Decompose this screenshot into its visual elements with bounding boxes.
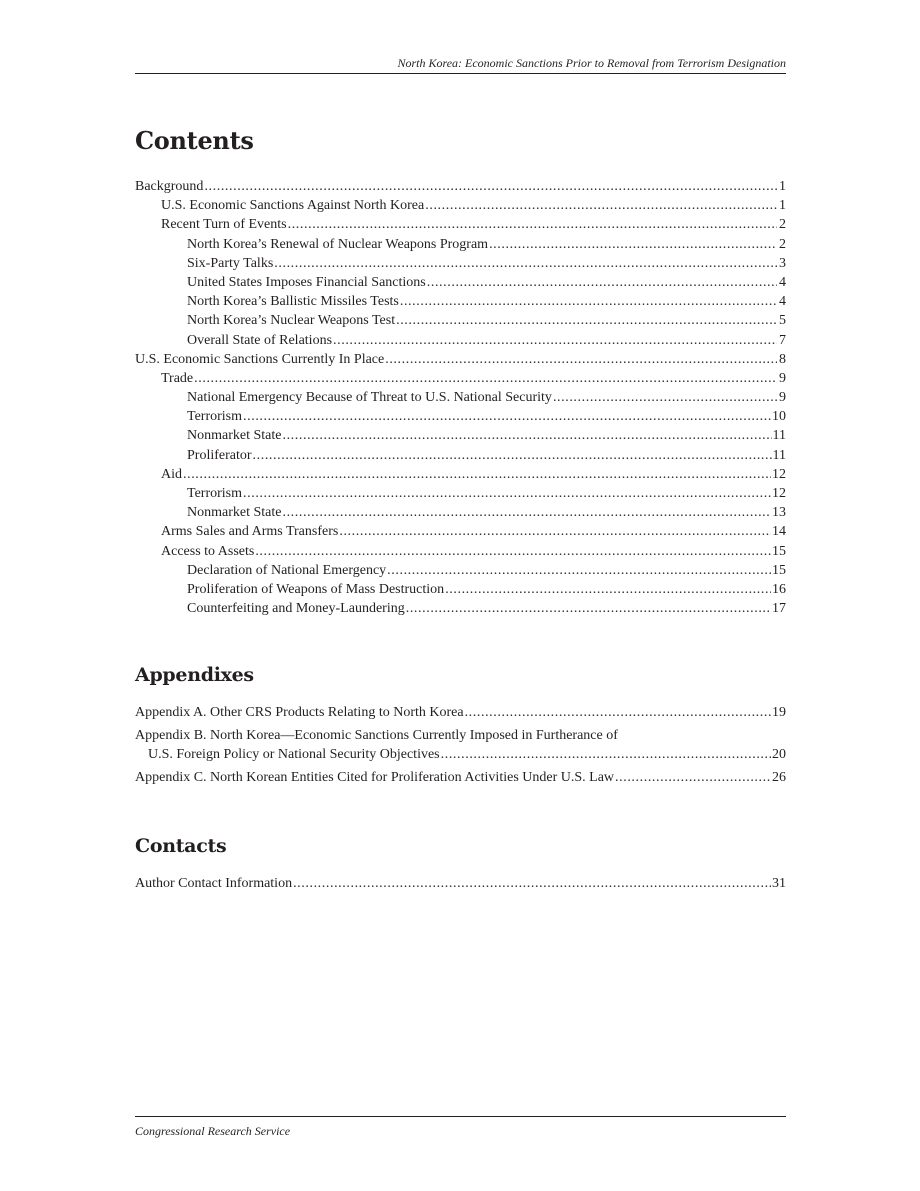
contact-entry-page: 31	[772, 876, 786, 891]
toc-entry[interactable]	[135, 446, 786, 465]
toc-entry-title: Declaration of National Emergency	[187, 562, 387, 578]
appendix-entry-page: 19	[772, 705, 786, 720]
toc-entry[interactable]	[135, 273, 786, 292]
appendix-entry[interactable]	[135, 768, 786, 787]
toc-entry[interactable]	[135, 369, 786, 388]
appendix-entry[interactable]	[135, 703, 786, 722]
toc-entry[interactable]	[135, 542, 786, 561]
toc-entry-title: Overall State of Relations	[187, 332, 333, 348]
toc-entry[interactable]	[135, 426, 786, 445]
dot-leader	[465, 703, 771, 722]
dot-leader	[387, 561, 771, 580]
dot-leader	[385, 350, 777, 369]
toc-entry-title: United States Imposes Financial Sanctions	[187, 274, 426, 290]
toc-entry-title: Terrorism	[187, 409, 243, 425]
toc-entry-title: Trade	[161, 370, 194, 386]
contacts-heading: Contacts	[135, 835, 227, 857]
appendix-entry-title: Appendix C. North Korean Entities Cited for Proliferation Activities Under U.S. Law	[135, 770, 615, 785]
dot-leader	[445, 580, 771, 599]
toc-entry[interactable]	[135, 311, 786, 330]
toc-entry-page: 11	[772, 428, 786, 444]
toc-entry-title: Terrorism	[187, 486, 243, 501]
toc-entry-title: Nonmarket State	[187, 505, 282, 521]
page-footer	[135, 1116, 786, 1139]
dot-leader	[243, 407, 771, 426]
dot-leader	[333, 331, 777, 350]
toc-entry-page: 14	[772, 524, 786, 540]
toc-entry[interactable]	[135, 196, 786, 215]
contents-heading: Contents	[135, 126, 254, 155]
dot-leader	[400, 292, 777, 311]
toc-entry-page: 7	[779, 332, 786, 348]
toc-entry-title: U.S. Economic Sanctions Currently In Place	[135, 351, 385, 367]
toc-entry-page: 10	[772, 409, 786, 425]
toc-entry-title: Proliferator	[187, 447, 252, 463]
dot-leader	[194, 369, 777, 388]
toc-entry[interactable]	[135, 503, 786, 522]
appendix-entry-title: Appendix B. North Korea—Economic Sanctions Currently Imposed in Furtherance of	[135, 728, 618, 743]
appendix-entry[interactable]	[135, 726, 786, 764]
dot-leader	[425, 196, 777, 215]
toc-entry-page: 15	[772, 543, 786, 559]
dot-leader	[243, 484, 771, 503]
toc-entry[interactable]	[135, 177, 786, 196]
toc-entry-title: U.S. Economic Sanctions Against North Korea	[161, 198, 425, 214]
toc-entry[interactable]	[135, 388, 786, 407]
toc-entry-page: 4	[779, 294, 786, 310]
dot-leader	[282, 503, 771, 522]
dot-leader	[282, 426, 771, 445]
toc-entry-title: Recent Turn of Events	[161, 217, 287, 233]
dot-leader	[274, 254, 777, 273]
toc-entry-page: 2	[779, 236, 786, 252]
dot-leader	[288, 215, 777, 234]
toc-entry-page: 16	[772, 581, 786, 597]
appendixes-heading: Appendixes	[135, 664, 254, 686]
dot-leader	[253, 446, 772, 465]
contacts-list	[135, 874, 786, 893]
toc-entry[interactable]	[135, 235, 786, 254]
footer-text: Congressional Research Service	[135, 1124, 291, 1138]
toc-entry[interactable]	[135, 215, 786, 234]
toc-entry-title: Six-Party Talks	[187, 255, 274, 271]
toc-entry[interactable]	[135, 350, 786, 369]
dot-leader	[441, 745, 771, 764]
toc-entry-page: 5	[779, 313, 786, 329]
toc-entry-title: Aid	[161, 466, 182, 482]
toc-entry[interactable]	[135, 292, 786, 311]
toc-entry[interactable]	[135, 522, 786, 541]
toc-entry-page: 15	[772, 562, 786, 578]
toc-entry[interactable]	[135, 465, 786, 484]
toc-entry-page: 1	[779, 198, 786, 214]
toc-entry-title: North Korea’s Renewal of Nuclear Weapons Program	[187, 236, 489, 252]
running-header	[135, 55, 786, 74]
toc-entry[interactable]	[135, 484, 786, 503]
dot-leader	[204, 177, 777, 196]
dot-leader	[293, 874, 771, 893]
dot-leader	[615, 768, 771, 787]
dot-leader	[183, 465, 771, 484]
toc-entry-title: North Korea’s Ballistic Missiles Tests	[187, 294, 399, 310]
toc-entry-page: 8	[779, 351, 786, 367]
toc-entry-page: 11	[772, 447, 786, 463]
appendix-entry-title-continued: U.S. Foreign Policy or National Security Objectives	[148, 747, 440, 762]
toc-entry-title: North Korea’s Nuclear Weapons Test	[187, 313, 396, 329]
toc-entry-title: Proliferation of Weapons of Mass Destruction	[187, 581, 445, 597]
appendix-entry-title: Appendix A. Other CRS Products Relating to North Korea	[135, 705, 464, 720]
contact-entry[interactable]	[135, 874, 786, 893]
toc-entry-title: Access to Assets	[161, 543, 255, 559]
dot-leader	[406, 599, 771, 618]
toc-entry[interactable]	[135, 599, 786, 618]
toc-entry[interactable]	[135, 561, 786, 580]
dot-leader	[255, 542, 771, 561]
toc-entry-page: 2	[779, 217, 786, 233]
appendix-entry-page: 26	[772, 770, 786, 785]
dot-leader	[339, 522, 771, 541]
contents-list	[135, 177, 786, 618]
toc-entry-page: 1	[779, 179, 786, 194]
toc-entry-title: National Emergency Because of Threat to U.S. National Security	[187, 390, 552, 406]
dot-leader	[396, 311, 777, 330]
toc-entry-page: 9	[779, 370, 786, 386]
toc-entry-title: Nonmarket State	[187, 428, 282, 444]
appendixes-list	[135, 703, 786, 791]
appendix-entry-page: 20	[772, 747, 786, 762]
toc-entry[interactable]	[135, 407, 786, 426]
dot-leader	[427, 273, 777, 292]
toc-entry-title: Arms Sales and Arms Transfers	[161, 524, 339, 540]
contact-entry-title: Author Contact Information	[135, 876, 293, 891]
toc-entry-page: 4	[779, 274, 786, 290]
toc-entry[interactable]	[135, 254, 786, 273]
toc-entry-page: 13	[772, 505, 786, 521]
toc-entry[interactable]	[135, 580, 786, 599]
toc-entry-title: Background	[135, 179, 204, 194]
dot-leader	[489, 235, 777, 254]
toc-entry-page: 12	[772, 486, 786, 501]
dot-leader	[553, 388, 777, 407]
toc-entry-title: Counterfeiting and Money-Laundering	[187, 601, 405, 617]
toc-entry-page: 17	[772, 601, 786, 617]
running-title: North Korea: Economic Sanctions Prior to Removal from Terrorism Designation	[397, 56, 786, 70]
toc-entry-page: 3	[779, 255, 786, 271]
toc-entry-page: 12	[772, 466, 786, 482]
toc-entry-page: 9	[779, 390, 786, 406]
toc-entry[interactable]	[135, 331, 786, 350]
